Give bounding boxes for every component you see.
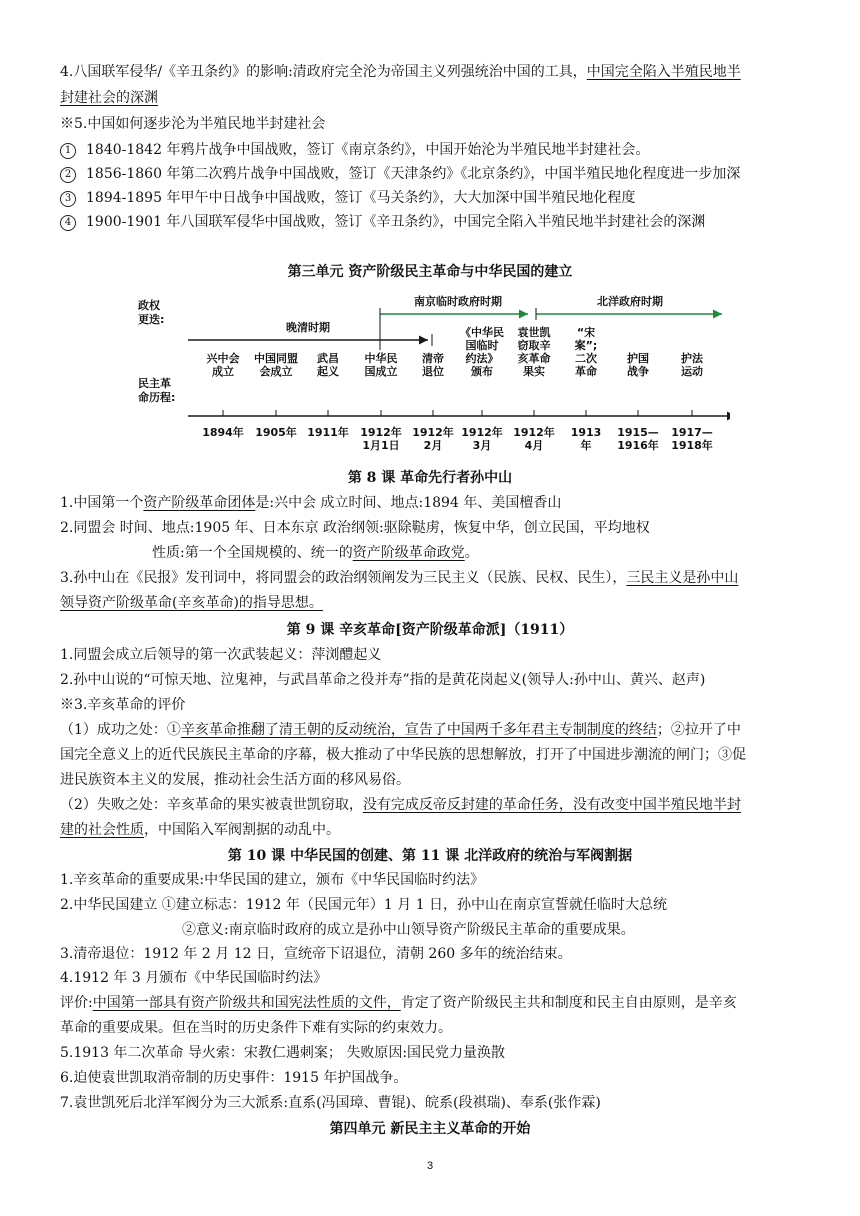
unit-title: 第四单元 新民主主义革命的开始: [329, 1121, 531, 1137]
text-line: （2）失败之处：辛亥革命的果实被袁世凯窃取，没有完成反帝反封建的革命任务，没有改变中国半殖民地半封: [60, 797, 741, 813]
event-label: 兴中会成立: [206, 352, 240, 378]
text-line: 2.中华民国建立 ①建立标志：1912 年（民国元年）1 月 1 日，孙中山在南京宣誓就任临时大总统: [60, 897, 668, 913]
event-date: 1912年 4月: [513, 426, 555, 452]
event-date: 1911年: [307, 426, 349, 439]
event-date: 1905年: [255, 426, 297, 439]
text-line: ※5.中国如何逐步沦为半殖民地半封建社会: [60, 116, 326, 132]
text-line: 1.同盟会成立后领导的第一次武装起义：萍浏醴起义: [60, 647, 382, 663]
text-line: ※3.辛亥革命的评价: [60, 697, 186, 713]
event-label: “宋案”;二次革命: [574, 326, 598, 378]
event-date: 1913 年: [570, 426, 602, 452]
text-line: 2.同盟会 时间、地点:1905 年、日本东京 政治纲领:驱除鞑虏，恢复中华，创立民国，平均地权: [60, 520, 650, 536]
text-line: 领导资产阶级革命(辛亥革命)的指导思想。: [60, 595, 323, 611]
text-line: 1.辛亥革命的重要成果:中华民国的建立，颁布《中华民国临时约法》: [60, 872, 485, 888]
text-line: 3.孙中山在《民报》发刊词中，将同盟会的政治纲领阐发为三民主义（民族、民权、民生），三民主义是孙中山: [60, 570, 739, 586]
text-line: ②意义:南京临时政府的成立是孙中山领导资产阶级民主革命的重要成果。: [182, 922, 635, 938]
event-label: 护法运动: [681, 352, 703, 378]
text-line: 6.迫使袁世凯取消帝制的历史事件：1915 年护国战争。: [60, 1070, 408, 1086]
process-label: 民主革命历程:: [138, 377, 176, 404]
text-line: 4.八国联军侵华/《辛丑条约》的影响:清政府完全沦为帝国主义列强统治中国的工具，中国完全陷入半殖民地半: [60, 64, 741, 80]
circled-number: 4: [60, 215, 76, 231]
text-line: 4.1912 年 3 月颁布《中华民国临时约法》: [60, 970, 328, 986]
timeline-svg: [130, 290, 730, 456]
text-line: 评价:中国第一部具有资产阶级共和国宪法性质的文件，肯定了资产阶级民主共和制度和民主自由原则，是辛亥: [60, 995, 737, 1011]
event-line: 4 1900-1901 年八国联军侵华中国战败，签订《辛丑条约》，中国完全陷入半殖民地半封建社会的深渊: [60, 212, 818, 232]
event-date: 1915— 1916年: [617, 426, 659, 452]
event-date: 1912年 3月: [461, 426, 503, 452]
text-line: 革命的重要成果。但在当时的历史条件下难有实际的约束效力。: [60, 1020, 452, 1036]
text-line: 1.中国第一个资产阶级革命团体是:兴中会 成立时间、地点:1894 年、美国檀香山: [60, 495, 562, 511]
text-line: 国完全意义上的近代民族民主革命的序幕，极大推动了中华民族的思想解放，打开了中国进步潮流的闸门；③促: [60, 747, 746, 763]
text-line: 7.袁世凯死后北洋军阀分为三大派系:直系(冯国璋、曹锟)、皖系(段祺瑞)、奉系(张作霖): [60, 1095, 601, 1111]
event-label: 袁世凯窃取辛亥革命果实: [517, 326, 551, 378]
period-label-nanjing: 南京临时政府时期: [414, 295, 502, 308]
circled-number: 3: [60, 191, 76, 207]
text-line: 性质:第一个全国规模的、统一的资产阶级革命政党。: [152, 545, 479, 561]
unit-title: 第三单元 资产阶级民主革命与中华民国的建立: [287, 264, 573, 280]
event-date: 1894年: [202, 426, 244, 439]
lesson-title: 第 8 课 革命先行者孙中山: [347, 470, 513, 486]
event-line: 2 1856-1860 年第二次鸦片战争中国战败，签订《天津条约》《北京条约》，中国半殖民地化程度进一步加深: [60, 164, 818, 184]
event-date: 1917— 1918年: [671, 426, 713, 452]
text-line: （1）成功之处：①辛亥革命推翻了清王朝的反动统治，宣告了中国两千多年君主专制制度的终结；②拉开了中: [60, 722, 741, 738]
event-date: 1912年 1月1日: [360, 426, 402, 452]
text-line: 进民族资本主义的发展，推动社会生活方面的移风易俗。: [60, 772, 410, 788]
event-line: 3 1894-1895 年甲午中日战争中国战败，签订《马关条约》，大大加深中国半殖民地化程度: [60, 188, 818, 208]
text-line: 2.孙中山说的“可惊天地、泣鬼神，与武昌革命之役并寿”指的是黄花岗起义(领导人:孙中山、黄兴、赵声): [60, 672, 706, 688]
period-label-late-qing: 晚清时期: [286, 321, 330, 334]
event-label: 《中华民国临时约法》颁布: [460, 326, 504, 378]
event-label: 清帝退位: [422, 352, 444, 378]
lesson-title: 第 9 课 辛亥革命[资产阶级革命派]（1911）: [286, 622, 574, 638]
period-label-beiyang: 北洋政府时期: [597, 295, 663, 308]
text-line: 建的社会性质，中国陷入军阀割据的动乱中。: [60, 822, 340, 838]
event-label: 武昌起义: [317, 352, 339, 378]
circled-number: 1: [60, 143, 76, 159]
regime-label: 政权更迭:: [138, 299, 165, 326]
event-date: 1912年 2月: [412, 426, 454, 452]
event-label: 中华民国成立: [364, 352, 398, 378]
event-label: 中国同盟会成立: [254, 352, 298, 378]
text-line: 5.1913 年二次革命 导火索：宋教仁遇刺案； 失败原因:国民党力量涣散: [60, 1045, 506, 1061]
event-line: 1 1840-1842 年鸦片战争中国战败，签订《南京条约》，中国开始沦为半殖民地半封建社会。: [60, 140, 818, 160]
text-line: 3.清帝退位：1912 年 2 月 12 日，宣统帝下诏退位，清朝 260 多年的统治结束。: [60, 946, 572, 962]
timeline-diagram: [130, 290, 730, 456]
circled-number: 2: [60, 167, 76, 183]
lesson-title: 第 10 课 中华民国的创建、第 11 课 北洋政府的统治与军阀割据: [227, 848, 633, 864]
text-line: 封建社会的深渊: [60, 90, 158, 106]
page-number: 3: [426, 1160, 434, 1172]
event-label: 护国战争: [627, 352, 649, 378]
